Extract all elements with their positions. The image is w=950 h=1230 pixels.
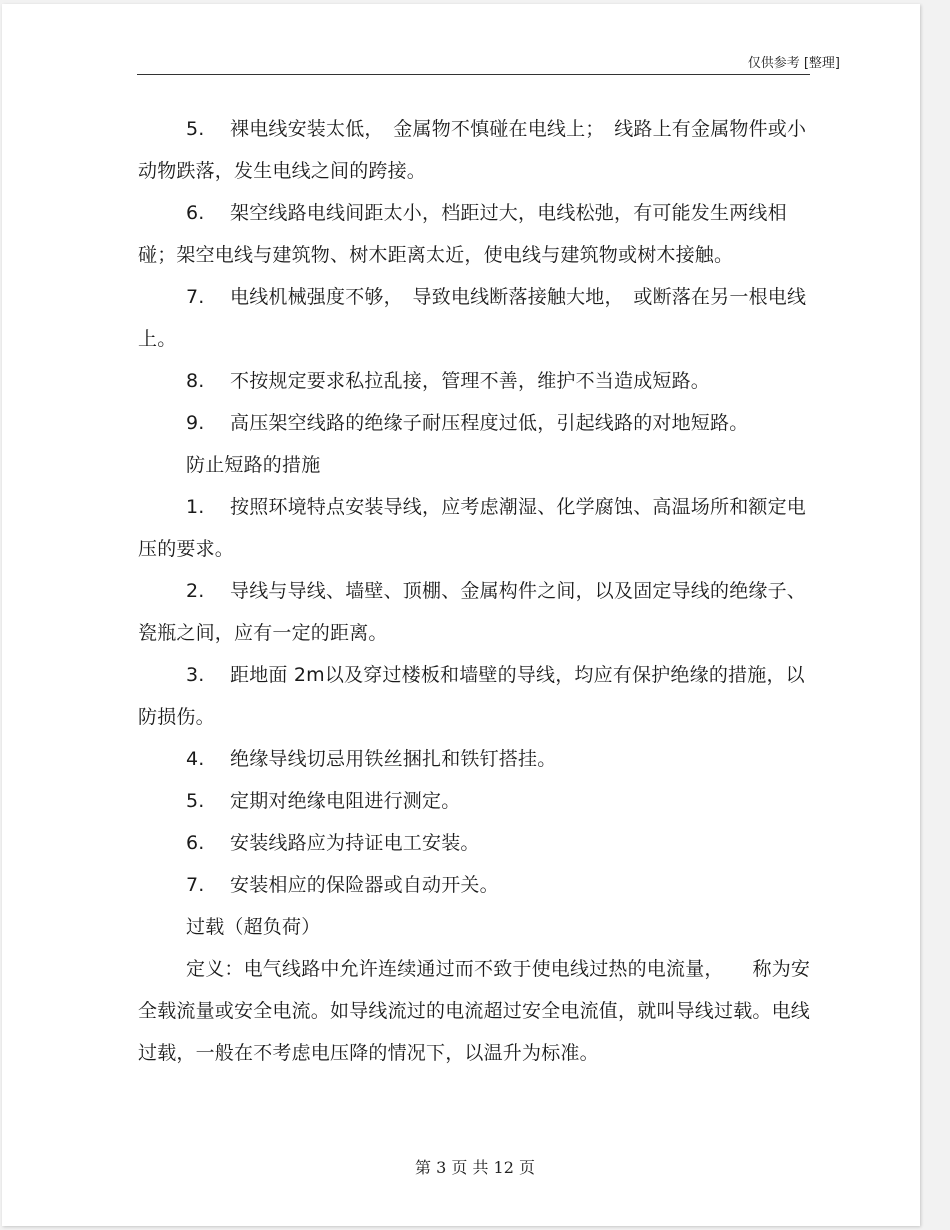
- paragraph-text: 导线与导线、墙壁、顶棚、金属构件之间，以及固定导线的绝缘子、瓷瓶之间，应有一定的距离。: [138, 580, 807, 644]
- paragraph-text: 裸电线安装太低， 金属物不慎碰在电线上； 线路上有金属物件或小动物跌落，发生电线之间的跨接。: [138, 118, 807, 182]
- paragraph-text: 定期对绝缘电阻进行测定。: [230, 790, 461, 812]
- paragraph-text: 不按规定要求私拉乱接，管理不善，维护不当造成短路。: [230, 370, 711, 392]
- section-heading-prevention: [138, 444, 813, 486]
- item-number: 8.: [186, 370, 205, 392]
- paragraph-prevention-4: [138, 738, 813, 780]
- header-note: 仅供参考 [整理]: [747, 56, 840, 71]
- page-number-footer: 第 3 页 共 12 页: [415, 1158, 535, 1177]
- paragraph-text: 绝缘导线切忌用铁丝捆扎和铁钉搭挂。: [230, 748, 557, 770]
- paragraph-short-circuit-cause-9: [138, 402, 813, 444]
- heading-text: 过载（超负荷）: [186, 916, 321, 938]
- paragraph-prevention-7: [138, 864, 813, 906]
- paragraph-short-circuit-cause-6: [138, 192, 813, 276]
- paragraph-text: 安装相应的保险器或自动开关。: [230, 874, 499, 896]
- item-number: 7.: [186, 286, 205, 308]
- item-number: 3.: [186, 664, 205, 686]
- paragraph-overload-definition: [138, 948, 813, 1074]
- paragraph-text: 电线机械强度不够， 导致电线断落接触大地， 或断落在另一根电线上。: [138, 286, 807, 350]
- item-number: 6.: [186, 202, 205, 224]
- paragraph-prevention-3: [138, 654, 813, 738]
- paragraph-prevention-2: [138, 570, 813, 654]
- paragraph-short-circuit-cause-8: [138, 360, 813, 402]
- item-number: 9.: [186, 412, 205, 434]
- paragraph-short-circuit-cause-7: [138, 276, 813, 360]
- heading-text: 防止短路的措施: [186, 454, 321, 476]
- paragraph-text: 高压架空线路的绝缘子耐压程度过低，引起线路的对地短路。: [230, 412, 749, 434]
- document-body: [138, 108, 813, 1074]
- paragraph-short-circuit-cause-5: [138, 108, 813, 192]
- item-number: 5.: [186, 118, 205, 140]
- item-number: 5.: [186, 790, 205, 812]
- section-heading-overload: [138, 906, 813, 948]
- item-number: 4.: [186, 748, 205, 770]
- item-number: 7.: [186, 874, 205, 896]
- item-number: 2.: [186, 580, 205, 602]
- paragraph-text: 安装线路应为持证电工安装。: [230, 832, 480, 854]
- item-number: 6.: [186, 832, 205, 854]
- paragraph-prevention-6: [138, 822, 813, 864]
- paragraph-text: 架空线路电线间距太小，档距过大，电线松弛，有可能发生两线相碰；架空电线与建筑物、树木距离太近，使电线与建筑物或树木接触。: [138, 202, 787, 266]
- paragraph-prevention-1: [138, 486, 813, 570]
- paragraph-prevention-5: [138, 780, 813, 822]
- item-number: 1.: [186, 496, 205, 518]
- paragraph-text: 距地面 2m以及穿过楼板和墙壁的导线，均应有保护绝缘的措施，以防损伤。: [138, 664, 805, 728]
- header-divider: [137, 74, 810, 75]
- paragraph-text: 按照环境特点安装导线，应考虑潮湿、化学腐蚀、高温场所和额定电压的要求。: [138, 496, 807, 560]
- paragraph-text: 定义：电气线路中允许连续通过而不致于使电线过热的电流量， 称为安全载流量或安全电流。如导线流过的电流超过安全电流值，就叫导线过载。电线过载，一般在不考虑电压降的情况下，以温升为标准。: [138, 958, 811, 1064]
